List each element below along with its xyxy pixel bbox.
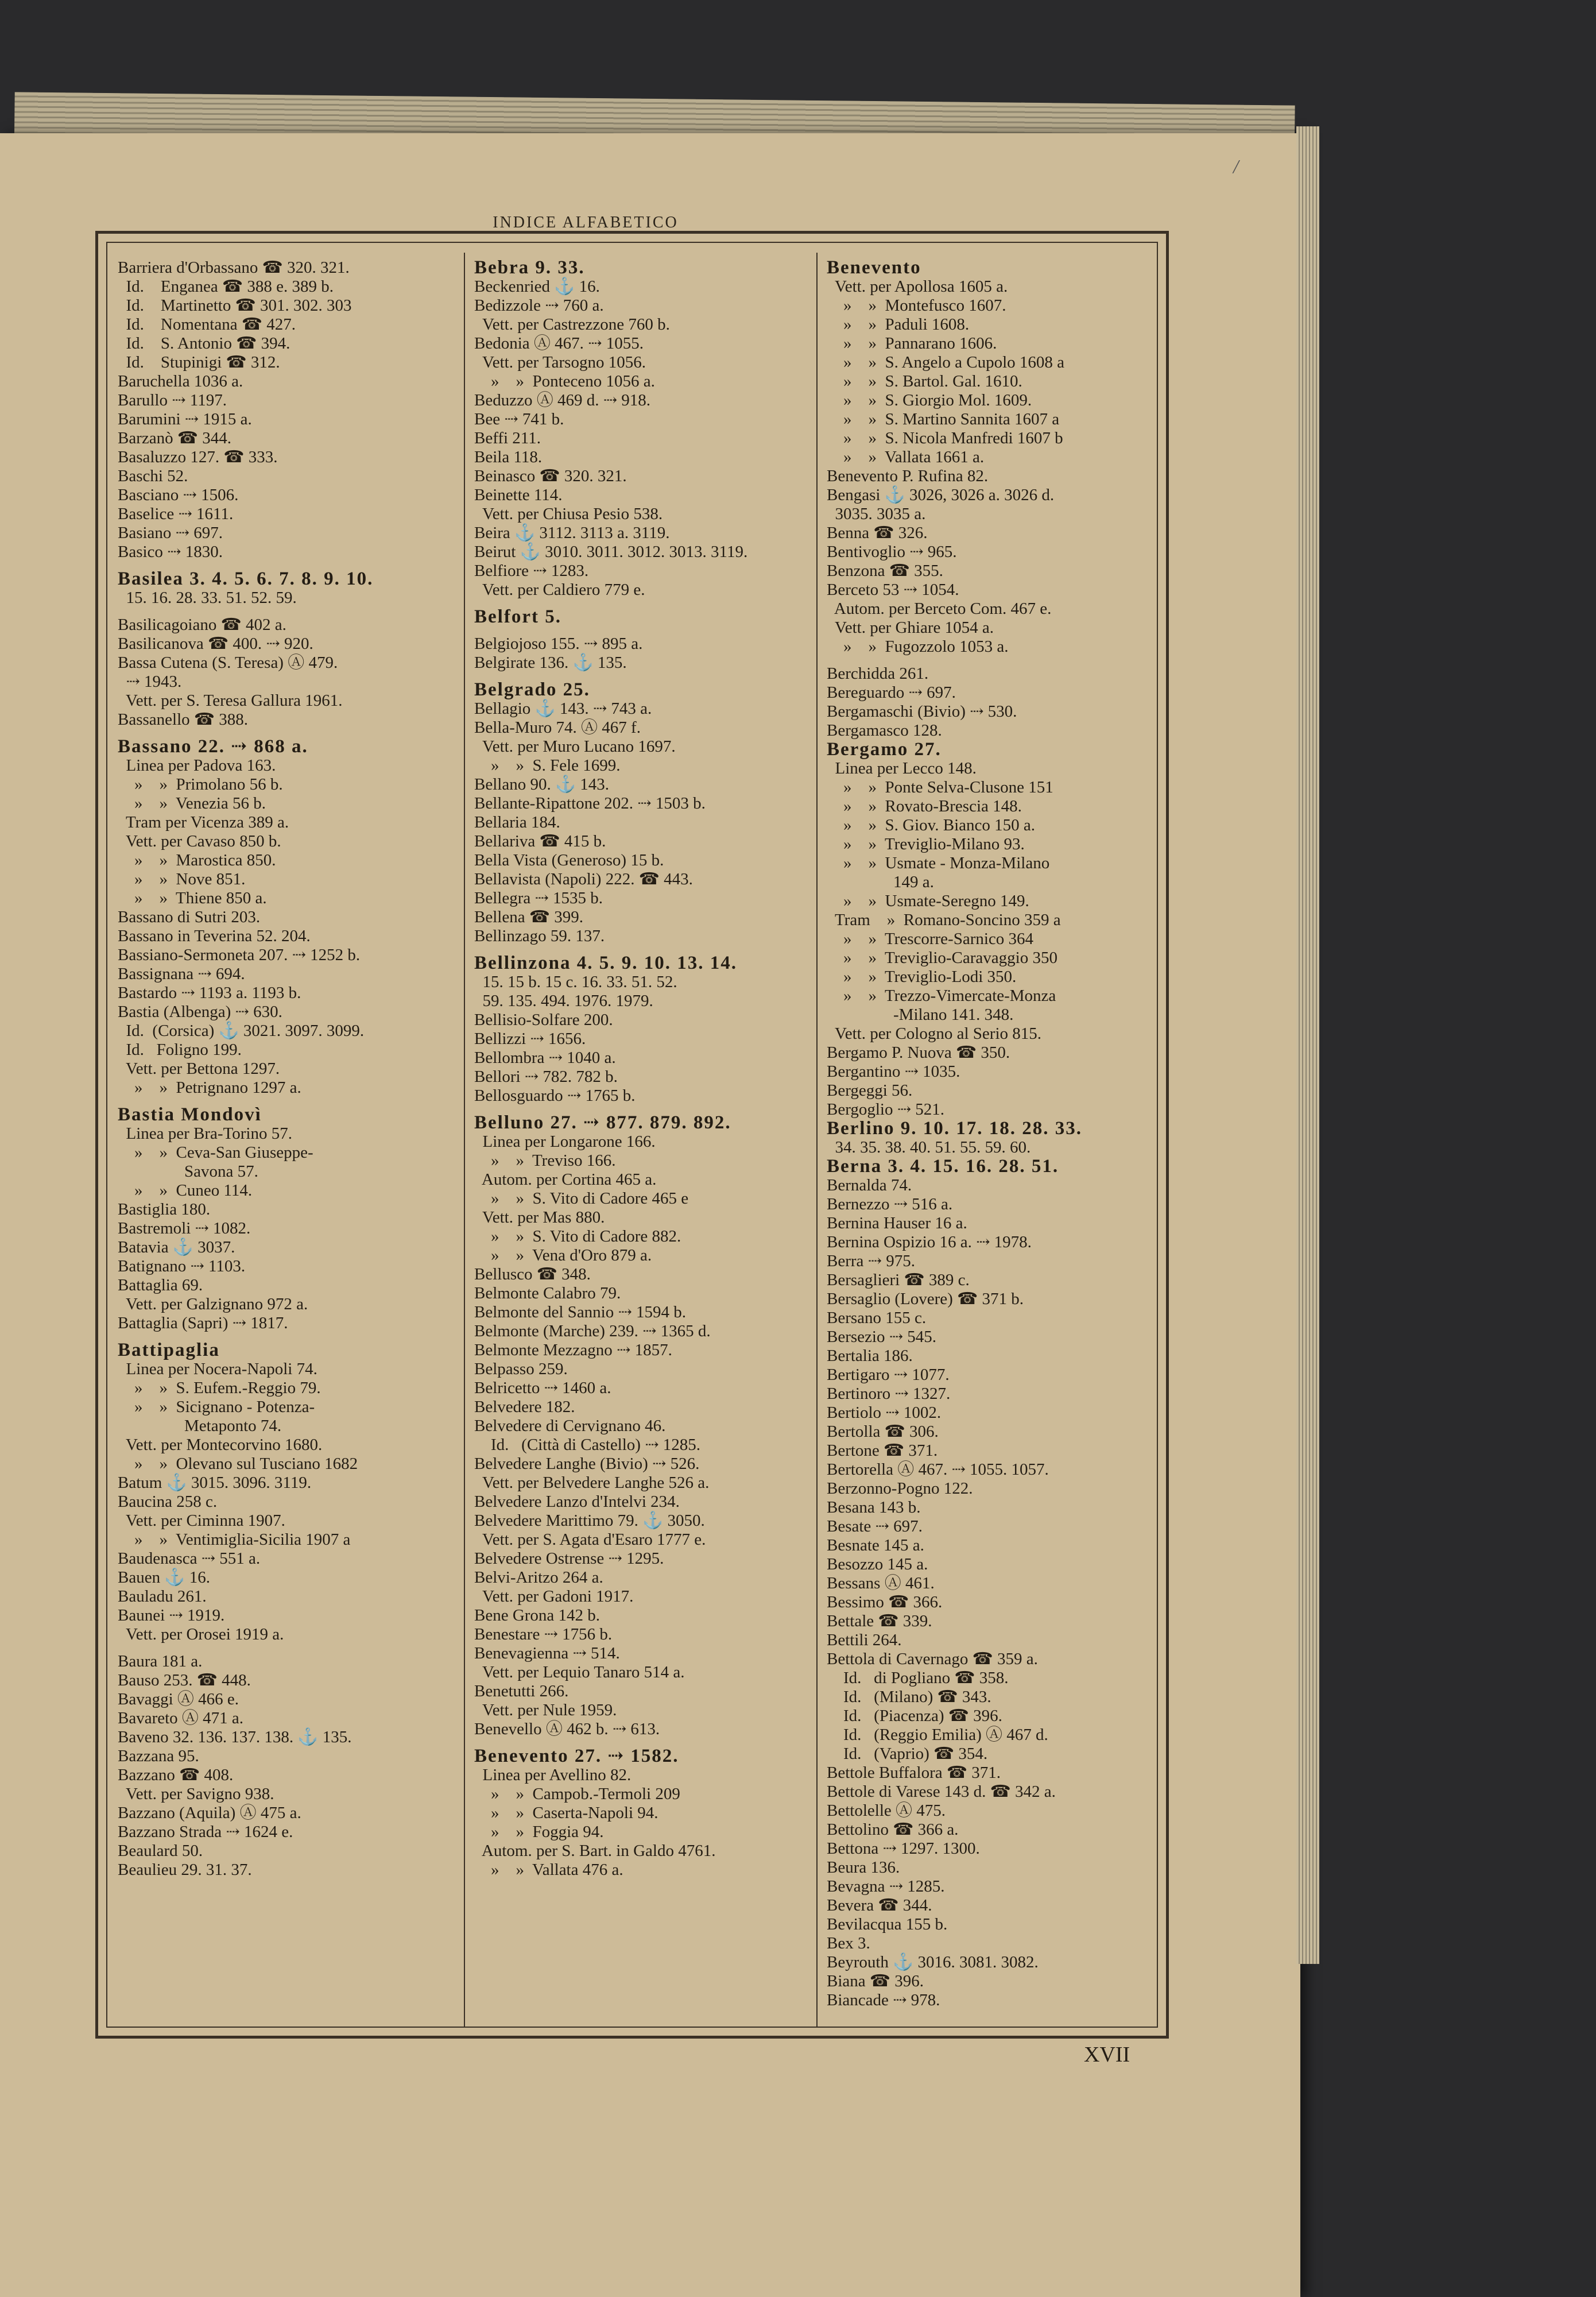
index-entry: Id. (Milano) ☎ 343. — [827, 1688, 991, 1706]
index-entry: Barzanò ☎ 344. — [118, 429, 231, 447]
index-entry: Bersezio ⇢ 545. — [827, 1328, 937, 1346]
index-entry: » » Venezia 56 b. — [118, 794, 266, 813]
index-entry: Bauso 253. ☎ 448. — [118, 1671, 251, 1689]
index-entry: Beirut ⚓ 3010. 3011. 3012. 3013. 3119. — [474, 543, 748, 561]
index-entry: Berceto 53 ⇢ 1054. — [827, 581, 959, 599]
index-entry: Id. Enganea ☎ 388 e. 389 b. — [118, 277, 334, 296]
index-entry: -Milano 141. 348. — [827, 1006, 1014, 1024]
index-entry: Metaponto 74. — [118, 1417, 282, 1435]
index-entry: Bassano in Teverina 52. 204. — [118, 927, 311, 945]
index-entry: Bergamo 27. — [827, 739, 942, 760]
index-entry: Battaglia 69. — [118, 1276, 203, 1294]
index-entry: Basilicanova ☎ 400. ⇢ 920. — [118, 635, 313, 653]
index-entry: Basilicagoiano ☎ 402 a. — [118, 616, 286, 634]
index-entry: Tram per Vicenza 389 a. — [118, 813, 289, 832]
index-entry: Bertone ☎ 371. — [827, 1441, 938, 1460]
index-entry: Bersano 155 c. — [827, 1309, 927, 1327]
index-column-1 — [118, 258, 439, 2027]
index-entry: Belricetto ⇢ 1460 a. — [474, 1379, 611, 1397]
index-entry: Vett. per Muro Lucano 1697. — [474, 737, 676, 756]
index-entry: Basciano ⇢ 1506. — [118, 486, 239, 504]
index-entry: Bettona ⇢ 1297. 1300. — [827, 1839, 980, 1858]
index-entry: » » S. Eufem.-Reggio 79. — [118, 1379, 321, 1397]
index-entry: Bellinzago 59. 137. — [474, 927, 605, 945]
index-entry: Vett. per Tarsogno 1056. — [474, 353, 646, 372]
index-entry: Bettolino ☎ 366 a. — [827, 1820, 959, 1839]
index-entry: » » Trescorre-Sarnico 364 — [827, 930, 1034, 948]
index-entry: » » Fugozzolo 1053 a. — [827, 637, 1009, 656]
index-entry: Vett. per Cavaso 850 b. — [118, 832, 281, 850]
index-entry: Belgrado 25. — [474, 679, 590, 700]
index-entry: 15. 15 b. 15 c. 16. 33. 51. 52. — [474, 973, 677, 991]
index-entry: » » S. Vito di Cadore 882. — [474, 1227, 681, 1246]
index-entry: » » Marostica 850. — [118, 851, 276, 869]
index-entry: 15. 16. 28. 33. 51. 52. 59. — [118, 589, 297, 607]
index-entry: Battaglia (Sapri) ⇢ 1817. — [118, 1314, 288, 1332]
index-entry: Bellante-Ripattone 202. ⇢ 1503 b. — [474, 794, 706, 813]
index-entry: Besnate 145 a. — [827, 1536, 924, 1554]
index-entry: Belvedere Langhe (Bivio) ⇢ 526. — [474, 1455, 700, 1473]
index-entry: Bedizzole ⇢ 760 a. — [474, 296, 604, 315]
index-entry: Beinette 114. — [474, 486, 563, 504]
index-entry: Belvi-Aritzo 264 a. — [474, 1568, 603, 1587]
column-rule-2 — [816, 253, 818, 2027]
index-entry: Linea per Bra-Torino 57. — [118, 1124, 292, 1143]
index-entry: Bavaggi Ⓐ 466 e. — [118, 1690, 239, 1708]
index-entry: » » Vena d'Oro 879 a. — [474, 1246, 652, 1264]
index-entry: Id. (Piacenza) ☎ 396. — [827, 1707, 1002, 1725]
index-entry: » » Petrignano 1297 a. — [118, 1078, 301, 1097]
index-entry: » » Cuneo 114. — [118, 1181, 253, 1200]
index-entry: Linea per Lecco 148. — [827, 759, 977, 778]
index-entry: Belgirate 136. ⚓ 135. — [474, 653, 627, 672]
index-entry: » » Usmate - Monza-Milano — [827, 854, 1050, 872]
index-entry: Bentivoglio ⇢ 965. — [827, 543, 957, 561]
index-entry: » » Ventimiglia-Sicilia 1907 a — [118, 1530, 351, 1549]
index-entry: 3035. 3035 a. — [827, 505, 926, 523]
index-entry: Bastremoli ⇢ 1082. — [118, 1219, 251, 1238]
index-entry: Basiano ⇢ 697. — [118, 524, 223, 542]
index-entry: Bellinzona 4. 5. 9. 10. 13. 14. — [474, 953, 738, 973]
index-entry: Bessans Ⓐ 461. — [827, 1574, 935, 1592]
index-entry: Bettale ☎ 339. — [827, 1612, 932, 1630]
index-entry: Bassignana ⇢ 694. — [118, 965, 245, 983]
index-entry: Bernina Ospizio 16 a. ⇢ 1978. — [827, 1233, 1032, 1251]
index-entry: Bersaglieri ☎ 389 c. — [827, 1271, 970, 1289]
index-entry: Bassano di Sutri 203. — [118, 908, 261, 926]
index-entry: Batignano ⇢ 1103. — [118, 1257, 246, 1275]
index-entry: » » Ponte Selva-Clusone 151 — [827, 778, 1053, 796]
index-entry: Bellaria 184. — [474, 813, 560, 832]
index-entry: Batavia ⚓ 3037. — [118, 1238, 235, 1256]
index-entry: Bazzano (Aquila) Ⓐ 475 a. — [118, 1804, 301, 1822]
index-entry: » » S. Fele 1699. — [474, 756, 621, 775]
index-entry: Berna 3. 4. 15. 16. 28. 51. — [827, 1156, 1059, 1177]
index-entry: Bellombra ⇢ 1040 a. — [474, 1049, 616, 1067]
index-entry: Bazzano ☎ 408. — [118, 1766, 234, 1784]
index-entry: Id. Foligno 199. — [118, 1041, 242, 1059]
index-entry: Baucina 258 c. — [118, 1492, 218, 1511]
index-entry: Vett. per Galzignano 972 a. — [118, 1295, 308, 1313]
index-entry: » » Nove 851. — [118, 870, 246, 888]
index-entry: » » Treviso 166. — [474, 1151, 616, 1170]
index-entry: » » Treviglio-Milano 93. — [827, 835, 1025, 853]
index-entry: Vett. per Caldiero 779 e. — [474, 581, 645, 599]
index-entry: Berchidda 261. — [827, 664, 929, 683]
index-entry: Besozzo 145 a. — [827, 1555, 928, 1573]
index-entry: Berzonno-Pogno 122. — [827, 1479, 973, 1498]
index-entry: 59. 135. 494. 1976. 1979. — [474, 992, 653, 1010]
index-entry: Bereguardo ⇢ 697. — [827, 683, 956, 702]
index-entry: Bevagna ⇢ 1285. — [827, 1877, 945, 1896]
index-entry: Vett. per Belvedere Langhe 526 a. — [474, 1474, 710, 1492]
index-entry: Bergeggi 56. — [827, 1081, 913, 1100]
pencil-mark: / — [1233, 156, 1239, 177]
index-entry: Bessimo ☎ 366. — [827, 1593, 943, 1611]
index-entry: Bellariva ☎ 415 b. — [474, 832, 606, 850]
index-entry: Id. (Reggio Emilia) Ⓐ 467 d. — [827, 1726, 1048, 1744]
index-entry: Beduzzo Ⓐ 469 d. ⇢ 918. — [474, 391, 651, 409]
index-entry: Besana 143 b. — [827, 1498, 921, 1517]
index-entry: » » S. Giov. Bianco 150 a. — [827, 816, 1036, 834]
index-entry: Bella Vista (Generoso) 15 b. — [474, 851, 664, 869]
index-entry: Vett. per S. Agata d'Esaro 1777 e. — [474, 1530, 706, 1549]
index-entry: Bergamo P. Nuova ☎ 350. — [827, 1043, 1010, 1062]
index-entry: Vett. per Nule 1959. — [474, 1701, 617, 1719]
index-entry: Bertinoro ⇢ 1327. — [827, 1385, 951, 1403]
index-entry: Bazzano Strada ⇢ 1624 e. — [118, 1823, 293, 1841]
index-entry: Vett. per Orosei 1919 a. — [118, 1625, 284, 1644]
index-entry: Bellavista (Napoli) 222. ☎ 443. — [474, 870, 693, 888]
index-entry: Linea per Avellino 82. — [474, 1766, 632, 1784]
index-entry: Vett. per Gadoni 1917. — [474, 1587, 634, 1606]
index-entry: Basico ⇢ 1830. — [118, 543, 223, 561]
index-entry: 34. 35. 38. 40. 51. 55. 59. 60. — [827, 1138, 1031, 1157]
index-entry: Bellisio-Solfare 200. — [474, 1011, 613, 1029]
index-entry: Beaulard 50. — [118, 1842, 203, 1860]
index-entry: » » Montefusco 1607. — [827, 296, 1006, 315]
index-entry: Bengasi ⚓ 3026, 3026 a. 3026 d. — [827, 486, 1055, 504]
index-entry: Bellizzi ⇢ 1656. — [474, 1030, 586, 1048]
index-entry: Vett. per Montecorvino 1680. — [118, 1436, 323, 1454]
index-entry: ⇢ 1943. — [118, 672, 182, 691]
index-entry: » » Pannarano 1606. — [827, 334, 997, 353]
index-entry: Berlino 9. 10. 17. 18. 28. 33. — [827, 1118, 1082, 1139]
index-entry: Autom. per Berceto Com. 467 e. — [827, 600, 1052, 618]
index-entry: Benzona ☎ 355. — [827, 562, 943, 580]
index-entry: Benna ☎ 326. — [827, 524, 928, 542]
index-entry: Benetutti 266. — [474, 1682, 569, 1700]
index-entry: Bertorella Ⓐ 467. ⇢ 1055. 1057. — [827, 1460, 1049, 1479]
index-entry: Belpasso 259. — [474, 1360, 568, 1378]
index-entry: Bettili 264. — [827, 1631, 902, 1649]
index-entry: Bastia Mondovì — [118, 1104, 262, 1125]
index-column-3 — [827, 258, 1148, 2027]
index-entry: Savona 57. — [118, 1162, 258, 1181]
index-entry: Baunei ⇢ 1919. — [118, 1606, 225, 1625]
index-entry: Bassano 22. ⇢ 868 a. — [118, 736, 308, 757]
index-entry: Vett. per Ghiare 1054 a. — [827, 618, 994, 637]
index-entry: Basaluzzo 127. ☎ 333. — [118, 448, 278, 466]
index-entry: Belmonte del Sannio ⇢ 1594 b. — [474, 1303, 687, 1321]
index-entry: Bene Grona 142 b. — [474, 1606, 601, 1625]
index-entry: Autom. per S. Bart. in Galdo 4761. — [474, 1842, 716, 1860]
index-entry: Bettole di Varese 143 d. ☎ 342 a. — [827, 1782, 1056, 1801]
index-entry: Bergantino ⇢ 1035. — [827, 1062, 960, 1081]
index-entry: Belvedere Lanzo d'Intelvi 234. — [474, 1492, 680, 1511]
index-entry: Linea per Padova 163. — [118, 756, 276, 775]
index-entry: » » Foggia 94. — [474, 1823, 604, 1841]
index-entry: Bertigaro ⇢ 1077. — [827, 1366, 950, 1384]
index-entry: Bavareto Ⓐ 471 a. — [118, 1709, 244, 1727]
index-entry: » » Thiene 850 a. — [118, 889, 267, 907]
index-entry: Belmonte Calabro 79. — [474, 1284, 621, 1302]
index-entry: » » Trezzo-Vimercate-Monza — [827, 987, 1056, 1005]
index-entry: » » Caserta-Napoli 94. — [474, 1804, 658, 1822]
index-entry: Autom. per Cortina 465 a. — [474, 1170, 657, 1189]
index-entry: » » Ceva-San Giuseppe- — [118, 1143, 313, 1162]
index-entry: Baruchella 1036 a. — [118, 372, 243, 390]
index-entry: Belmonte (Marche) 239. ⇢ 1365 d. — [474, 1322, 711, 1340]
index-entry: » » Treviglio-Lodi 350. — [827, 968, 1017, 986]
index-entry: » » Paduli 1608. — [827, 315, 970, 334]
index-entry: Bernezzo ⇢ 516 a. — [827, 1195, 953, 1213]
index-entry: Benevento 27. ⇢ 1582. — [474, 1746, 679, 1766]
index-entry: Bellegra ⇢ 1535 b. — [474, 889, 603, 907]
index-entry: » » Rovato-Brescia 148. — [827, 797, 1022, 815]
index-entry: Benevento — [827, 258, 921, 278]
index-entry: Bee ⇢ 741 b. — [474, 410, 564, 428]
index-entry: Vett. per Ciminna 1907. — [118, 1511, 285, 1530]
index-entry: Bellusco ☎ 348. — [474, 1265, 591, 1283]
index-entry: Vett. per S. Teresa Gallura 1961. — [118, 691, 343, 710]
index-entry: Bevera ☎ 344. — [827, 1896, 932, 1915]
column-rule-1 — [464, 253, 465, 2027]
index-entry: Beyrouth ⚓ 3016. 3081. 3082. — [827, 1953, 1039, 1971]
index-entry: Id. Nomentana ☎ 427. — [118, 315, 296, 334]
index-entry: Belfort 5. — [474, 606, 561, 627]
index-entry: » » Campob.-Termoli 209 — [474, 1785, 680, 1803]
index-entry: Bergoglio ⇢ 521. — [827, 1100, 945, 1119]
index-entry: Bauen ⚓ 16. — [118, 1568, 210, 1587]
index-entry: Id. (Corsica) ⚓ 3021. 3097. 3099. — [118, 1022, 365, 1040]
index-entry: Belmonte Mezzagno ⇢ 1857. — [474, 1341, 672, 1359]
index-entry: Belgiojoso 155. ⇢ 895 a. — [474, 635, 643, 653]
index-entry: Vett. per Mas 880. — [474, 1208, 605, 1227]
index-entry: Benevagienna ⇢ 514. — [474, 1644, 620, 1662]
index-entry: Bettole Buffalora ☎ 371. — [827, 1764, 1001, 1782]
index-entry: Bernina Hauser 16 a. — [827, 1214, 967, 1232]
index-entry: » » Sicignano - Potenza- — [118, 1398, 315, 1416]
index-entry: Barullo ⇢ 1197. — [118, 391, 227, 409]
index-entry: Beura 136. — [827, 1858, 900, 1877]
index-entry: » » S. Martino Sannita 1607 a — [827, 410, 1060, 428]
index-entry: Bertalia 186. — [827, 1347, 913, 1365]
index-entry: Vett. per Bettona 1297. — [118, 1059, 280, 1078]
index-entry: Beffi 211. — [474, 429, 541, 447]
index-entry: Biancade ⇢ 978. — [827, 1991, 940, 2009]
index-entry: Id. S. Antonio ☎ 394. — [118, 334, 290, 353]
index-entry: Berra ⇢ 975. — [827, 1252, 915, 1270]
index-entry: Belfiore ⇢ 1283. — [474, 562, 589, 580]
index-entry: » » S. Angelo a Cupolo 1608 a — [827, 353, 1065, 372]
index-entry: Bastiglia 180. — [118, 1200, 211, 1219]
index-entry: Id. (Vaprio) ☎ 354. — [827, 1745, 988, 1763]
index-entry: Beckenried ⚓ 16. — [474, 277, 600, 296]
index-entry: Belvedere di Cervignano 46. — [474, 1417, 666, 1435]
index-entry: » » S. Nicola Manfredi 1607 b — [827, 429, 1063, 447]
page-number: XVII — [1084, 2043, 1130, 2067]
index-entry: Beila 118. — [474, 448, 543, 466]
index-entry: Biana ☎ 396. — [827, 1972, 924, 1990]
index-entry: Vett. per Savigno 938. — [118, 1785, 274, 1803]
index-entry: Bergamaschi (Bivio) ⇢ 530. — [827, 702, 1017, 721]
index-entry: Basilea 3. 4. 5. 6. 7. 8. 9. 10. — [118, 569, 374, 589]
index-entry: Vett. per Lequio Tanaro 514 a. — [474, 1663, 685, 1681]
index-entry: » » Olevano sul Tusciano 1682 — [118, 1455, 358, 1473]
index-entry: Belluno 27. ⇢ 877. 879. 892. — [474, 1112, 731, 1133]
index-entry: » » Treviglio-Caravaggio 350 — [827, 949, 1057, 967]
index-entry: Vett. per Chiusa Pesio 538. — [474, 505, 663, 523]
index-entry: Bevilacqua 155 b. — [827, 1915, 948, 1933]
index-entry: » » S. Vito di Cadore 465 e — [474, 1189, 689, 1208]
index-entry: Bergamasco 128. — [827, 721, 942, 740]
index-entry: Besate ⇢ 697. — [827, 1517, 923, 1536]
index-entry: Id. Stupinigi ☎ 312. — [118, 353, 280, 372]
index-entry: Bazzana 95. — [118, 1747, 199, 1765]
index-entry: Baselice ⇢ 1611. — [118, 505, 234, 523]
index-entry: Vett. per Apollosa 1605 a. — [827, 277, 1008, 296]
page-header: INDICE ALFABETICO — [493, 214, 679, 231]
index-entry: Id. di Pogliano ☎ 358. — [827, 1669, 1009, 1687]
index-entry: Bastia (Albenga) ⇢ 630. — [118, 1003, 282, 1021]
index-entry: Belvedere Marittimo 79. ⚓ 3050. — [474, 1511, 705, 1530]
index-entry: » » Vallata 1661 a. — [827, 448, 985, 466]
index-entry: Vett. per Castrezzone 760 b. — [474, 315, 670, 334]
index-entry: Bellano 90. ⚓ 143. — [474, 775, 610, 794]
index-entry: Batum ⚓ 3015. 3096. 3119. — [118, 1474, 312, 1492]
index-column-2 — [474, 258, 796, 2027]
index-entry: Bertiolo ⇢ 1002. — [827, 1403, 942, 1422]
index-entry: Bebra 9. 33. — [474, 258, 585, 278]
index-entry: Bettolelle Ⓐ 475. — [827, 1801, 946, 1820]
index-entry: » » Usmate-Seregno 149. — [827, 892, 1029, 910]
index-entry: Bassa Cutena (S. Teresa) Ⓐ 479. — [118, 653, 338, 672]
index-entry: Baudenasca ⇢ 551 a. — [118, 1549, 261, 1568]
index-entry: Bassiano-Sermoneta 207. ⇢ 1252 b. — [118, 946, 361, 964]
index-entry: Bersaglio (Lovere) ☎ 371 b. — [827, 1290, 1024, 1308]
index-entry: Benevento P. Rufina 82. — [827, 467, 989, 485]
index-entry: Bellosguardo ⇢ 1765 b. — [474, 1086, 636, 1105]
index-entry: Bertolla ☎ 306. — [827, 1422, 939, 1441]
index-entry: Bellena ☎ 399. — [474, 908, 583, 926]
index-entry: Barriera d'Orbassano ☎ 320. 321. — [118, 258, 350, 277]
index-entry: Linea per Longarone 166. — [474, 1132, 656, 1151]
index-entry: 149 a. — [827, 873, 934, 891]
index-entry: Bauladu 261. — [118, 1587, 207, 1606]
index-entry: Id. (Città di Castello) ⇢ 1285. — [474, 1436, 701, 1454]
index-entry: Id. Martinetto ☎ 301. 302. 303 — [118, 296, 352, 315]
index-entry: Beaulieu 29. 31. 37. — [118, 1861, 252, 1879]
index-entry: » » S. Giorgio Mol. 1609. — [827, 391, 1032, 409]
index-entry: Beinasco ☎ 320. 321. — [474, 467, 627, 485]
index-entry: Vett. per Cologno al Serio 815. — [827, 1024, 1042, 1043]
index-entry: Bex 3. — [827, 1934, 870, 1952]
index-entry: » » Primolano 56 b. — [118, 775, 283, 794]
index-entry: » » S. Bartol. Gal. 1610. — [827, 372, 1022, 390]
page-edges — [1296, 126, 1319, 1964]
index-entry: Linea per Nocera-Napoli 74. — [118, 1360, 317, 1378]
index-entry: Bassanello ☎ 388. — [118, 710, 249, 729]
index-entry: Bella-Muro 74. Ⓐ 467 f. — [474, 718, 641, 737]
index-entry: Bellori ⇢ 782. 782 b. — [474, 1068, 618, 1086]
index-entry: Beira ⚓ 3112. 3113 a. 3119. — [474, 524, 670, 542]
index-entry: Benestare ⇢ 1756 b. — [474, 1625, 613, 1644]
index-entry: Tram » Romano-Soncino 359 a — [827, 911, 1061, 929]
index-entry: Bettola di Cavernago ☎ 359 a. — [827, 1650, 1038, 1668]
index-entry: Baschi 52. — [118, 467, 188, 485]
index-entry: Bernalda 74. — [827, 1176, 912, 1194]
index-entry: Belvedere 182. — [474, 1398, 575, 1416]
index-entry: Barumini ⇢ 1915 a. — [118, 410, 252, 428]
index-entry: Belvedere Ostrense ⇢ 1295. — [474, 1549, 664, 1568]
index-entry: Benevello Ⓐ 462 b. ⇢ 613. — [474, 1720, 660, 1738]
index-entry: Bellagio ⚓ 143. ⇢ 743 a. — [474, 699, 652, 718]
index-entry: Baveno 32. 136. 137. 138. ⚓ 135. — [118, 1728, 352, 1746]
index-entry: Bedonia Ⓐ 467. ⇢ 1055. — [474, 334, 644, 353]
index-entry: Battipaglia — [118, 1340, 220, 1360]
index-entry: Bastardo ⇢ 1193 a. 1193 b. — [118, 984, 301, 1002]
index-entry: Baura 181 a. — [118, 1652, 203, 1670]
index-entry: » » Ponteceno 1056 a. — [474, 372, 655, 390]
index-entry: » » Vallata 476 a. — [474, 1861, 623, 1879]
